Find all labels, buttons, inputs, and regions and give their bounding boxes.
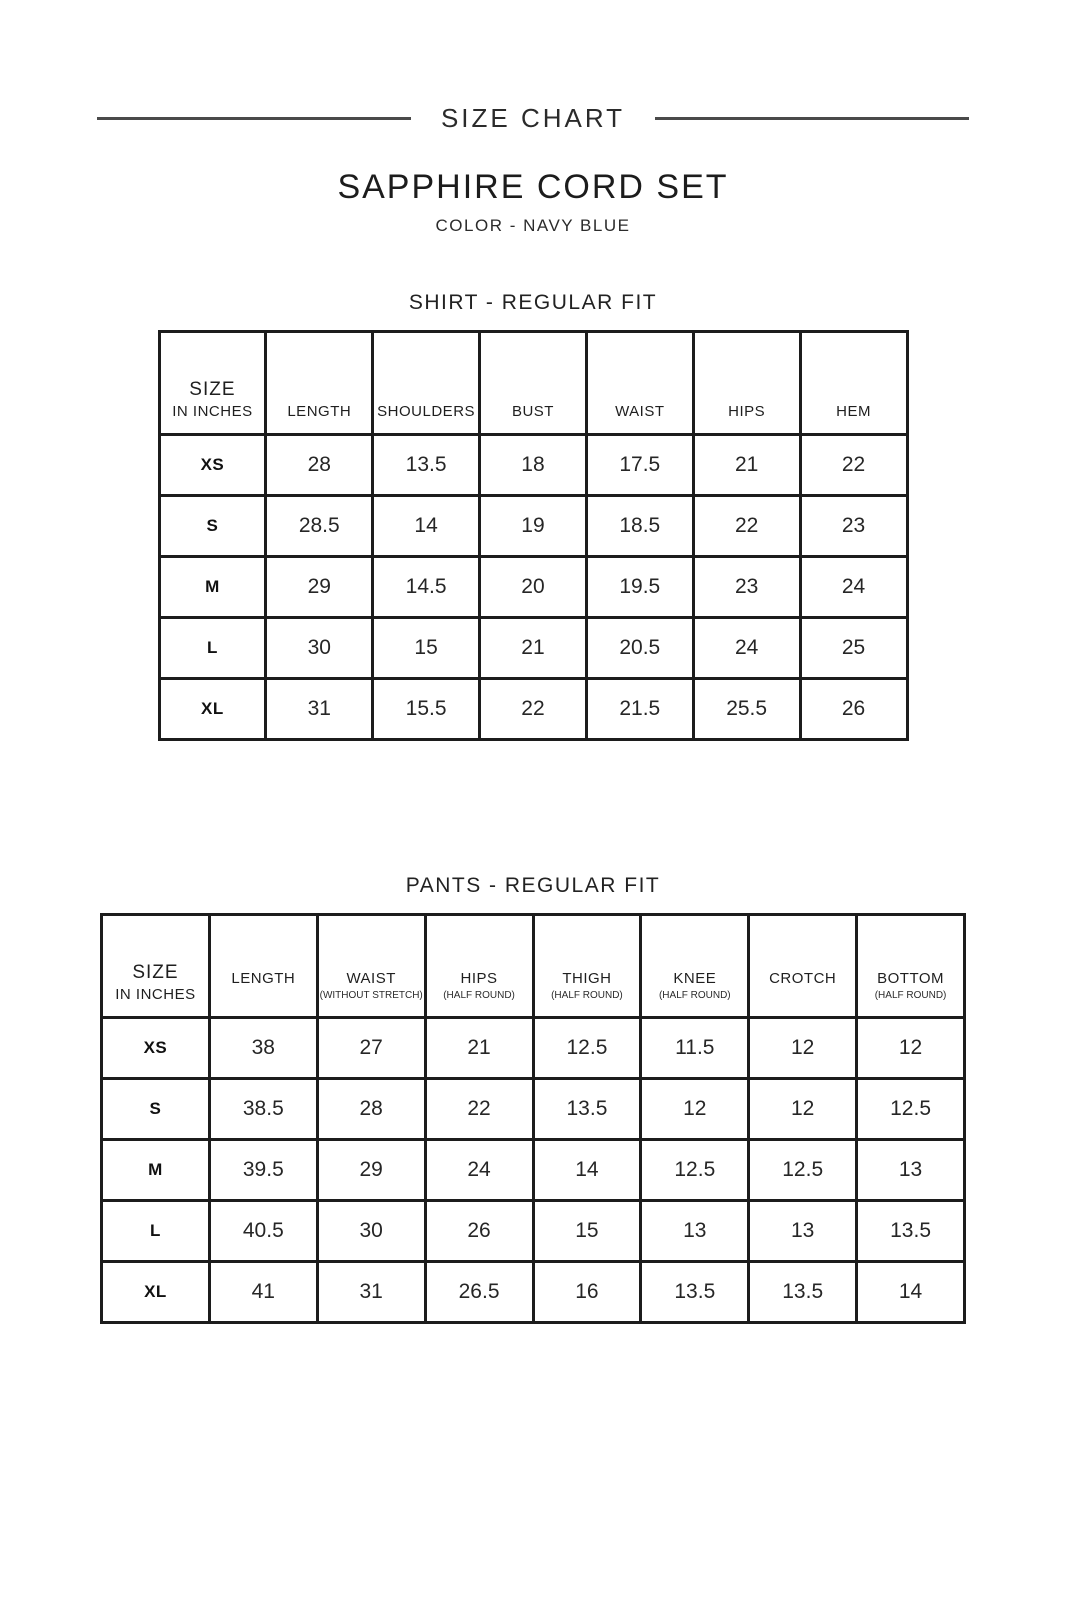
measurement-cell: 28.5 xyxy=(266,496,373,557)
pants-header-row xyxy=(102,915,965,1018)
measurement-cell: 29 xyxy=(266,557,373,618)
measurement-cell: 12 xyxy=(749,1079,857,1140)
measurement-cell: 38.5 xyxy=(209,1079,317,1140)
table-row xyxy=(102,1262,965,1323)
measurement-cell: 14 xyxy=(533,1140,641,1201)
measurement-cell: 22 xyxy=(800,435,907,496)
column-header-size xyxy=(159,332,266,435)
measurement-cell: 13.5 xyxy=(641,1262,749,1323)
measurement-cell: 40.5 xyxy=(209,1201,317,1262)
measurement-cell: 17.5 xyxy=(586,435,693,496)
column-header-thigh: THIGH (HALF ROUND) xyxy=(533,915,641,1018)
size-cell: XS xyxy=(102,1018,210,1079)
measurement-cell: 22 xyxy=(693,496,800,557)
chart-header xyxy=(0,0,1066,134)
measurement-cell: 21 xyxy=(693,435,800,496)
pants-size-table xyxy=(100,913,966,1324)
table-row xyxy=(102,1201,965,1262)
measurement-cell: 23 xyxy=(800,496,907,557)
measurement-cell: 18.5 xyxy=(586,496,693,557)
measurement-cell: 12.5 xyxy=(749,1140,857,1201)
measurement-cell: 12 xyxy=(641,1079,749,1140)
shirt-size-table xyxy=(158,330,909,741)
table-row xyxy=(159,679,907,740)
column-header-length: LENGTH xyxy=(209,915,317,1018)
column-header-crotch: CROTCH xyxy=(749,915,857,1018)
size-header-line1: SIZE xyxy=(132,962,179,983)
measurement-cell: 21 xyxy=(480,618,587,679)
size-cell: S xyxy=(159,496,266,557)
measurement-cell: 19 xyxy=(480,496,587,557)
measurement-cell: 20.5 xyxy=(586,618,693,679)
shirt-header-row xyxy=(159,332,907,435)
measurement-cell: 11.5 xyxy=(641,1018,749,1079)
measurement-cell: 22 xyxy=(480,679,587,740)
measurement-cell: 12.5 xyxy=(857,1079,965,1140)
measurement-cell: 14 xyxy=(373,496,480,557)
measurement-cell: 14 xyxy=(857,1262,965,1323)
table-row xyxy=(159,557,907,618)
measurement-cell: 13.5 xyxy=(857,1201,965,1262)
measurement-cell: 18 xyxy=(480,435,587,496)
divider-line-right xyxy=(655,117,969,120)
size-cell: XL xyxy=(102,1262,210,1323)
measurement-cell: 29 xyxy=(317,1140,425,1201)
measurement-cell: 30 xyxy=(266,618,373,679)
measurement-cell: 13.5 xyxy=(373,435,480,496)
shirt-section-title: SHIRT - REGULAR FIT xyxy=(408,291,658,314)
measurement-cell: 26 xyxy=(800,679,907,740)
size-header-line2: IN INCHES xyxy=(172,403,253,420)
column-header-size xyxy=(102,915,210,1018)
measurement-cell: 13.5 xyxy=(749,1262,857,1323)
column-header-shoulders: SHOULDERS xyxy=(373,332,480,435)
measurement-cell: 13.5 xyxy=(533,1079,641,1140)
divider-line-left xyxy=(97,117,411,120)
measurement-cell: 31 xyxy=(317,1262,425,1323)
measurement-cell: 14.5 xyxy=(373,557,480,618)
page-title: SIZE CHART xyxy=(440,103,626,133)
column-header-bust: BUST xyxy=(480,332,587,435)
column-header-length: LENGTH xyxy=(266,332,373,435)
measurement-cell: 16 xyxy=(533,1262,641,1323)
size-cell: XL xyxy=(159,679,266,740)
measurement-cell: 27 xyxy=(317,1018,425,1079)
measurement-cell: 28 xyxy=(317,1079,425,1140)
measurement-cell: 24 xyxy=(693,618,800,679)
measurement-cell: 12.5 xyxy=(533,1018,641,1079)
measurement-cell: 26 xyxy=(425,1201,533,1262)
size-cell: L xyxy=(102,1201,210,1262)
measurement-cell: 41 xyxy=(209,1262,317,1323)
size-cell: M xyxy=(102,1140,210,1201)
measurement-cell: 24 xyxy=(800,557,907,618)
table-row xyxy=(159,435,907,496)
measurement-cell: 26.5 xyxy=(425,1262,533,1323)
table-row xyxy=(102,1079,965,1140)
measurement-cell: 19.5 xyxy=(586,557,693,618)
measurement-cell: 28 xyxy=(266,435,373,496)
column-header-hips: HIPS (HALF ROUND) xyxy=(425,915,533,1018)
column-header-hem: HEM xyxy=(800,332,907,435)
color-label: COLOR - NAVY BLUE xyxy=(435,216,631,235)
column-header-waist: WAIST (WITHOUT STRETCH) xyxy=(317,915,425,1018)
size-header-line1: SIZE xyxy=(189,379,236,400)
measurement-cell: 21 xyxy=(425,1018,533,1079)
measurement-cell: 31 xyxy=(266,679,373,740)
measurement-cell: 25 xyxy=(800,618,907,679)
measurement-cell: 12 xyxy=(749,1018,857,1079)
measurement-cell: 15.5 xyxy=(373,679,480,740)
measurement-cell: 13 xyxy=(749,1201,857,1262)
measurement-cell: 39.5 xyxy=(209,1140,317,1201)
measurement-cell: 25.5 xyxy=(693,679,800,740)
measurement-cell: 12.5 xyxy=(641,1140,749,1201)
measurement-cell: 13 xyxy=(857,1140,965,1201)
measurement-cell: 30 xyxy=(317,1201,425,1262)
size-cell: M xyxy=(159,557,266,618)
size-header-line2: IN INCHES xyxy=(115,986,196,1003)
product-name: SAPPHIRE CORD SET xyxy=(337,168,729,206)
column-header-waist: WAIST xyxy=(586,332,693,435)
measurement-cell: 13 xyxy=(641,1201,749,1262)
size-cell: L xyxy=(159,618,266,679)
table-row xyxy=(102,1140,965,1201)
measurement-cell: 12 xyxy=(857,1018,965,1079)
measurement-cell: 38 xyxy=(209,1018,317,1079)
measurement-cell: 15 xyxy=(373,618,480,679)
measurement-cell: 15 xyxy=(533,1201,641,1262)
column-header-hips: HIPS xyxy=(693,332,800,435)
measurement-cell: 22 xyxy=(425,1079,533,1140)
table-row xyxy=(159,618,907,679)
measurement-cell: 24 xyxy=(425,1140,533,1201)
pants-section-title: PANTS - REGULAR FIT xyxy=(405,874,661,897)
column-header-knee: KNEE (HALF ROUND) xyxy=(641,915,749,1018)
measurement-cell: 23 xyxy=(693,557,800,618)
size-cell: S xyxy=(102,1079,210,1140)
column-header-bottom: BOTTOM (HALF ROUND) xyxy=(857,915,965,1018)
size-cell: XS xyxy=(159,435,266,496)
measurement-cell: 21.5 xyxy=(586,679,693,740)
measurement-cell: 20 xyxy=(480,557,587,618)
table-row xyxy=(102,1018,965,1079)
table-row xyxy=(159,496,907,557)
